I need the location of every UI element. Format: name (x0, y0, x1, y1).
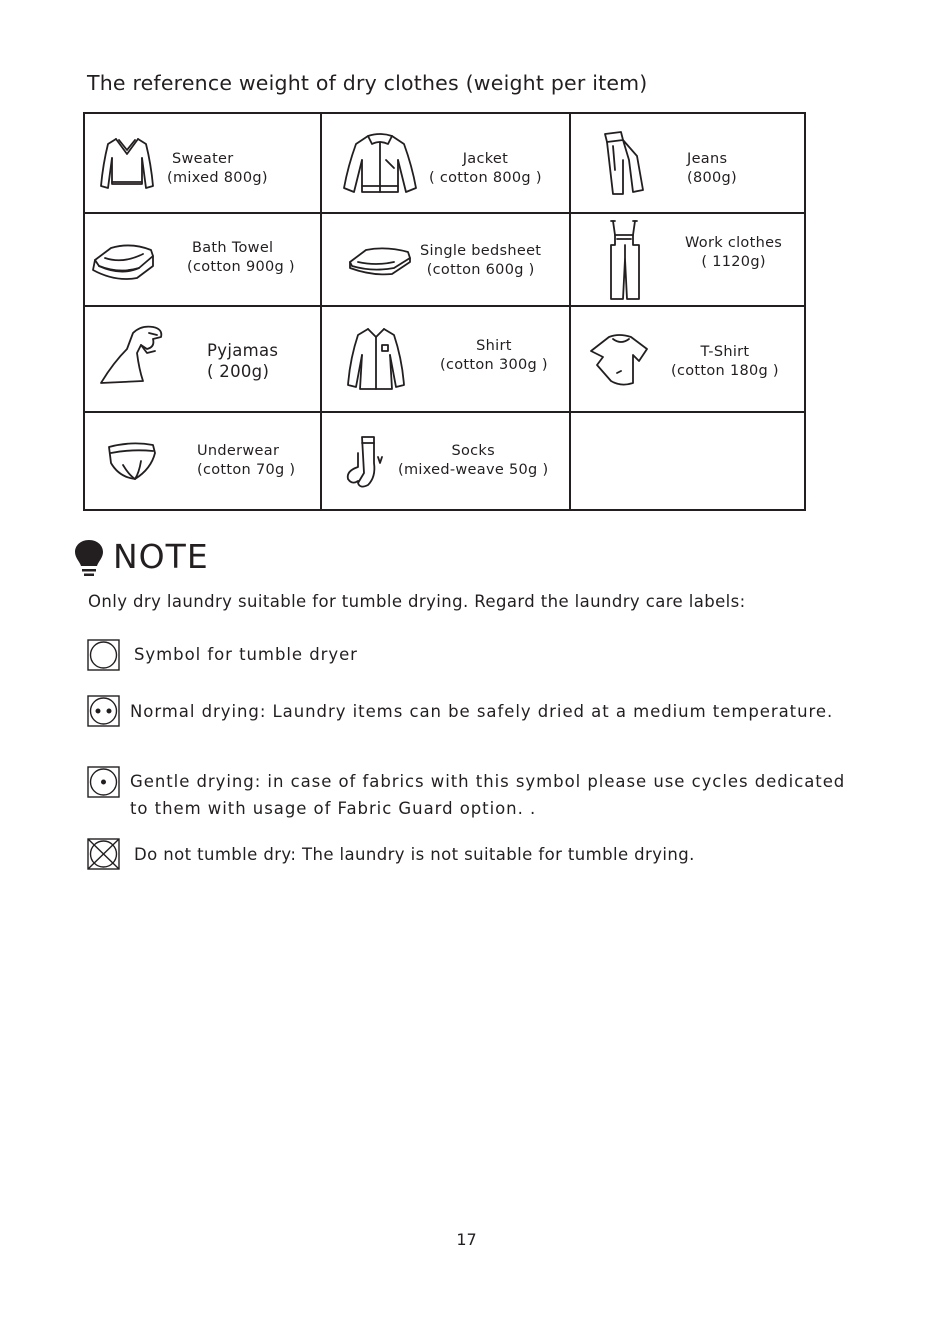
clothes-label: Single bedsheet (cotton 600g ) (420, 243, 542, 278)
empty-cell (570, 412, 805, 510)
symbol-description: Do not tumble dry: The laundry is not suitable for tumble drying. (134, 845, 695, 864)
clothes-cell-sweater (84, 113, 321, 213)
work-clothes-icon (605, 219, 645, 301)
gentle-drying-symbol-icon (87, 766, 120, 798)
symbol-description (130, 768, 845, 822)
normal-drying-symbol-icon (87, 695, 120, 727)
bath-towel-icon (91, 238, 159, 286)
symbol-description: Symbol for tumble dryer (134, 645, 358, 664)
table-row (84, 213, 805, 306)
shirt-icon (346, 325, 406, 391)
underwear-icon (105, 439, 159, 483)
note-intro: Only dry laundry suitable for tumble drying. Regard the laundry care labels: (88, 592, 746, 611)
lightbulb-icon (74, 538, 104, 578)
clothes-label: Sweater (mixed 800g) (167, 151, 268, 186)
clothes-cell-jeans (570, 113, 805, 213)
clothes-label: Shirt (cotton 300g ) (440, 338, 548, 373)
clothes-label: Socks (mixed-weave 50g ) (398, 443, 549, 478)
table-row (84, 306, 805, 412)
bedsheet-icon (346, 242, 414, 282)
sweater-icon (99, 134, 155, 194)
table-row (84, 412, 805, 510)
clothes-cell-shirt (321, 306, 570, 412)
clothes-label: Pyjamas ( 200g) (207, 341, 279, 381)
symbol-description-line: Gentle drying: in case of fabrics with this symbol please use cycles dedicated (130, 772, 846, 791)
clothes-label: Work clothes ( 1120g) (685, 235, 783, 270)
clothes-cell-bath-towel (84, 213, 321, 306)
page-number: 17 (456, 1230, 477, 1249)
do-not-tumble-dry-symbol-icon (87, 838, 120, 870)
clothes-label: Jacket ( cotton 800g ) (429, 151, 542, 186)
clothes-cell-pyjamas (84, 306, 321, 412)
clothes-cell-socks (321, 412, 570, 510)
tumble-dryer-symbol-icon (87, 639, 120, 671)
clothes-cell-t-shirt (570, 306, 805, 412)
clothes-cell-underwear (84, 412, 321, 510)
clothes-label: Underwear (cotton 70g ) (197, 443, 296, 478)
clothes-cell-bedsheet (321, 213, 570, 306)
table-row (84, 113, 805, 213)
clothes-weight-table (83, 112, 806, 511)
pyjamas-icon (97, 323, 169, 387)
jeans-icon (601, 130, 651, 198)
symbol-description: Normal drying: Laundry items can be safely dried at a medium temperature. (130, 702, 834, 721)
page-title: The reference weight of dry clothes (weight per item) (87, 71, 648, 95)
clothes-cell-jacket (321, 113, 570, 213)
clothes-cell-work-clothes (570, 213, 805, 306)
socks-icon (344, 433, 386, 489)
t-shirt-icon (587, 331, 651, 391)
jacket-icon (342, 130, 418, 198)
symbol-description-line: to them with usage of Fabric Guard option. . (130, 799, 537, 818)
note-title: NOTE (113, 537, 209, 576)
clothes-label: Jeans (800g) (687, 151, 737, 186)
clothes-label: Bath Towel (cotton 900g ) (187, 240, 295, 275)
clothes-label: T-Shirt (cotton 180g ) (671, 344, 779, 379)
